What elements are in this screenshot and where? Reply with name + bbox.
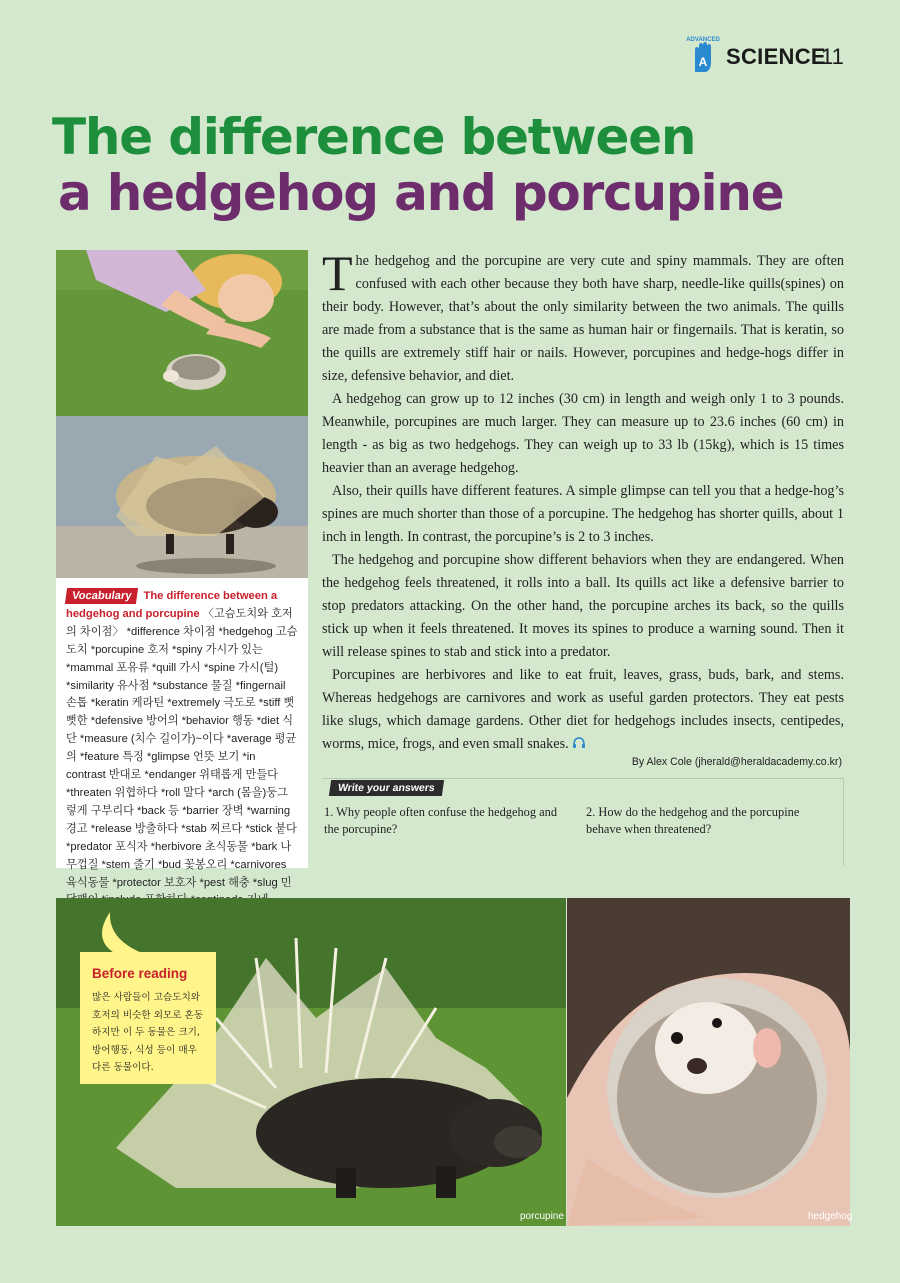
hedgehog-caption: hedgehog	[808, 1211, 853, 1222]
headphones-icon[interactable]	[572, 736, 586, 749]
vocabulary-heading: The difference between a hedgehog and porcupine	[66, 590, 278, 620]
vocabulary-box	[56, 578, 308, 889]
article-paragraph: Porcupines are herbivores and like to eat fruit, leaves, grass, buds, bark, and stems. Whereas hedgehogs are carnivores and work as useful garden protectors. They eat pests like slugs, which damage gardens. Other diet for hedgehogs includes insects, centipedes, worms, mice, frogs, and even small snakes.	[322, 667, 844, 752]
question-2: 2. How do the hedgehog and the porcupine behave when threatened?	[586, 805, 800, 836]
advanced-badge-icon	[686, 34, 720, 74]
question-1: 1. Why people often confuse the hedgehog and the porcupine?	[324, 805, 558, 836]
article-paragraph: Also, their quills have different features. A simple glimpse can tell you that a hedge-hog’s spines are much shorter than those of a porcupine. The hedgehog has shorter quills, about 1 inch in length. In contrast, the porcupine’s is 2 to 3 inches.	[322, 483, 844, 545]
badge-letter: A	[698, 55, 708, 69]
before-reading-note	[80, 952, 216, 1084]
drop-cap: T	[322, 245, 353, 301]
article-body	[322, 245, 844, 756]
page-number: 11	[821, 44, 844, 69]
page-title-line-2: a hedgehog and porcupine	[58, 164, 784, 222]
girl-with-hedgehog-photo	[56, 250, 308, 416]
porcupine-caption: porcupine	[520, 1211, 564, 1222]
porcupine-at-water-photo	[56, 416, 308, 578]
vocabulary-entries: *difference 차이점 *hedgehog 고슴도치 *porcupine 호저 *spiny 가시가 있는 *mammal 포유류 *quill 가시 *spine 가시(털) *similarity 유사점 *substance 물질 *fingernail 손톱 *keratin 케라틴 *extremely 극도로 *stiff 뻣뻣한 *defensive 방어의 *behavior 행동 *diet 식단 *measure (치수 길이가)~이다 *average 평균의 *feature 특징 *glimpse 언뜻 보기 *in contrast 반대로 *endanger 위태롭게 만들다 *threaten 위협하다 *roll 말다 *arch (몸을)둥그렇게 구부리다 *back 등 *barrier 장벽 *warning 경고 *release 방출하다 *stab 찌르다 *stick 붙다 *predator 포식자 *herbivore 초식동물 *bark 나무껍질 *stem 줄기 *bud 꽃봉오리 *carnivores 육식동물 *protector 보호자 *pest 해충 *slug 민	[66, 625, 298, 889]
section-label: SCIENCE	[726, 44, 826, 69]
vocabulary-heading-korean: 〈고슴도치와 호저의 차이점〉	[66, 607, 293, 638]
svg-text:ADVANCED: ADVANCED	[686, 37, 720, 43]
speech-bubble-tail-icon	[80, 912, 150, 956]
answers-label: Write your answers	[329, 780, 444, 796]
article-paragraph: The hedgehog and the porcupine are very cute and spiny mammals. They are often confused with each other because they both have sharp, needle-like quills(spines) on their body. However, that’s about the only similarity between the two animals. The quills are made from a substance that is the same as human hair or fingernails. That is keratin, so the quills are extremely stiff hair or nails. However, porcupines and hedge-hogs differ in size, defensive behavior, and diet.	[322, 245, 844, 384]
hedgehog-in-hands-photo	[567, 898, 850, 1226]
before-reading-title: Before reading	[92, 966, 188, 981]
article-paragraph: A hedgehog can grow up to 12 inches (30 cm) in length and weigh only 1 to 3 pounds. Meanwhile, porcupines are much larger. They can measure up to 23.6 inches (60 cm) in length - as big as two hedgehogs. They can weigh up to 33 lb (15kg), which is 15 times heavier than an average hedgehog.	[322, 391, 844, 476]
page-title-line-1: The difference between	[52, 108, 696, 166]
byline: By Alex Cole (jherald@heraldacademy.co.kr)	[631, 756, 842, 768]
article-paragraph: The hedgehog and porcupine show different behaviors when they are endangered. When the hedgehog feels threatened, it rolls into a ball. Its quills act like a defensive barrier to stop predators attacking. On the other hand, the porcupine arches its back, so the quills stick up when it feels threatened. It moves its spines to produce a warning sound. Then it will release spines to stab and stick into a predator.	[322, 552, 844, 660]
vocabulary-tag: Vocabulary	[65, 588, 139, 604]
before-reading-text: 많은 사람들이 고슴도치와 호저의 비슷한 외모로 혼동하지만 이 두 동물은 크기, 방어행동, 식성 등이 매우 다른 동물이다.	[92, 992, 204, 1074]
vocabulary-text	[66, 588, 298, 910]
